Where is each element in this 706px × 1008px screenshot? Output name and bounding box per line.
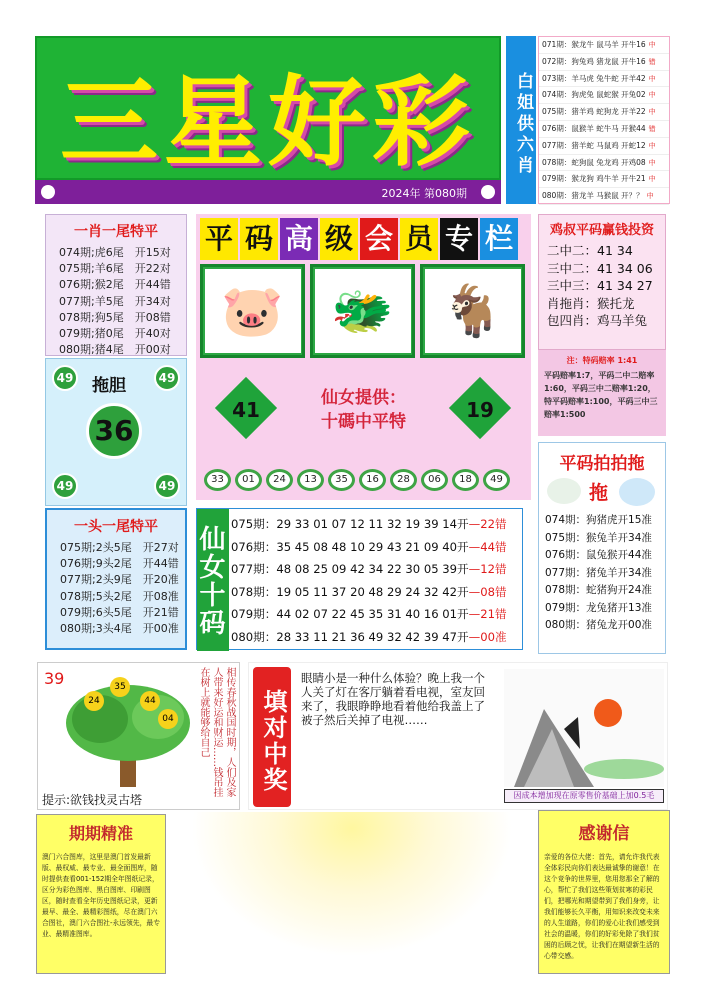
history-row: [539, 155, 669, 172]
yixiao-row: 079期;猪0尾 开40对: [59, 326, 171, 340]
kaizhong-text: 076期：35 45 08 48 10 29 43 21 09 40开: [231, 539, 469, 554]
paipaituo-row: 075期：猴兔羊开34准: [545, 531, 652, 544]
kaizhong-result: —44错: [468, 539, 507, 554]
history-mark: 中: [648, 74, 656, 83]
price-note: 因成本增加现在原零售价基础上加0.5毛: [504, 789, 664, 803]
jishu-row: 二中二：41 34: [547, 243, 633, 258]
dot-icon: [41, 185, 55, 199]
zodiac-pictures: [200, 264, 525, 364]
history-mark: 中: [648, 108, 656, 117]
jishu-panel: [538, 214, 666, 350]
history-row: [539, 188, 669, 205]
issue-label: 2024年 第080期: [381, 187, 467, 200]
coin: 44: [140, 691, 160, 711]
kaizhong-row: [231, 581, 507, 604]
side-label: 白姐供六肖: [506, 36, 536, 204]
coin: 35: [110, 677, 130, 697]
history-text: 077期：猪羊蛇 马鼠鸡 开蛇12: [542, 140, 646, 150]
odds-title: 注：特码赔率 1:41: [566, 356, 638, 365]
kaizhong-result: —08错: [468, 584, 507, 599]
tree-hint: 提示:欲钱找灵古塔: [42, 793, 143, 807]
history-mark: 中: [648, 91, 656, 100]
cow-icon: [547, 478, 581, 504]
dot-icon: [481, 185, 495, 199]
number-ball: 13: [297, 469, 324, 491]
jishu-row: 三中二：41 34 06: [547, 260, 653, 276]
corner-ball: 49: [52, 473, 78, 499]
history-text: 078期：蛇狗鼠 兔龙鸡 开鸡08: [542, 157, 646, 167]
paipaituo-row: 079期：龙兔猪开13准: [545, 601, 652, 614]
qiqi-text: 澳门六合图库，这里是澳门首发最新版、最权威、最专业、最全面图库，随时提供查看001-152期全年图纸记录，区分为彩色图库、黑白图库、印刷图区，随时查看全年历史图纸记录，更新最早、最全、最精彩图纸，尽在澳门六合图社，澳门六合图社-永远领先，最专业、最精准图库。: [42, 853, 160, 938]
yitou-row: 075期;2头5尾 开27对: [60, 541, 179, 554]
coin: 04: [158, 709, 178, 729]
kaizhong-result: —21错: [468, 607, 507, 621]
page-title: 三星好彩: [59, 66, 476, 180]
history-row: [539, 54, 669, 71]
kaizhong-text: 079期：44 02 07 22 45 35 31 40 16 01开: [231, 607, 469, 621]
history-text: 080期：猪龙羊 马猴鼠 开？？: [542, 191, 644, 201]
jishu-row: 包四肖：鸡马羊兔: [547, 313, 648, 328]
paipaituo-title: 平码拍拍拖: [559, 454, 645, 474]
jishu-row: 肖拖肖：猴托龙: [547, 295, 635, 311]
history-row: [539, 37, 669, 54]
yitou-row: 080期;3头4尾 开00准: [60, 621, 179, 635]
right-number: 19: [466, 398, 494, 422]
glow-background: [170, 812, 534, 974]
title-char: 员: [400, 218, 438, 260]
paipaituo-row: 077期：猪兔羊开34准: [545, 566, 652, 579]
kaizhong-result: —00准: [468, 629, 507, 644]
qiqi-panel: [36, 814, 166, 974]
history-text: 079期：猴龙狗 鸡牛羊 开牛21: [542, 174, 646, 184]
paipaituo-sub: 拖: [589, 482, 609, 504]
odds-text: 平码赔率1:7，平码二中二赔率1:60，平码三中二赔率1:20，特平码赔率1:100，平码三中三赔率1:500: [544, 371, 658, 419]
history-text: 075期：猪羊鸡 蛇狗龙 开羊22: [542, 107, 646, 117]
history-mark: 中: [648, 175, 656, 184]
goat-icon: 🐐: [425, 269, 521, 353]
jishu-row: 三中三：41 34 27: [547, 278, 653, 293]
kaizhong-row: [231, 536, 507, 559]
fairy-line: 仙女提供：: [321, 388, 406, 408]
history-text: 071期：猴龙牛 鼠马羊 开牛16: [542, 40, 646, 49]
history-mark: 错: [648, 57, 656, 66]
yixiao-row: 076期;猴2尾 开44错: [59, 278, 171, 292]
history-mark: 中: [648, 141, 656, 150]
yitou-row: 078期;5头2尾 开08准: [60, 589, 179, 603]
yitou-panel: [45, 508, 187, 650]
yixiao-row: 075期;羊6尾 开22对: [59, 262, 171, 276]
fairy-text: [281, 386, 446, 434]
yitou-row: 079期;6头5尾 开21错: [60, 605, 179, 619]
number-ball: 06: [421, 469, 448, 491]
corner-ball: 49: [154, 365, 180, 391]
history-mark: 中: [648, 158, 656, 167]
kaizhong-result: —12错: [468, 562, 507, 576]
story-badge: 填对中奖: [253, 667, 291, 807]
ten-numbers: [204, 469, 510, 491]
tuodan-label: 拖胆: [92, 376, 126, 396]
issue-bar: [35, 180, 501, 204]
history-mark: 中: [648, 41, 656, 49]
yixiao-row: 074期;虎6尾 开15对: [59, 246, 171, 259]
history-row: [539, 138, 669, 155]
pig-icon: 🐷: [205, 269, 301, 353]
history-row: [539, 121, 669, 138]
paipaituo-panel: [538, 442, 666, 654]
kaizhong-text: 077期：48 08 25 09 42 34 22 30 05 39开: [231, 562, 469, 576]
history-text: 074期：狗虎兔 鼠蛇猴 开兔02: [542, 90, 646, 100]
title-char: 高: [280, 218, 318, 260]
fairy-line: 十碼中平特: [321, 412, 406, 432]
coin: 24: [84, 691, 104, 711]
fairy-area: [196, 364, 531, 450]
history-text: 073期：羊马虎 兔牛蛇 开羊42: [542, 73, 646, 83]
story-text: 眼睛小是一种什么体验？晚上我一个人关了灯在客厅躺着看电视，室友回来了，我眼睁睁地看着他给我盖上了被子然后关掉了电视……: [301, 671, 485, 727]
kaizhong-result: —22错: [468, 517, 507, 531]
tree-legend: 相传春秋战国时期，人们及家人带来好运和财运……钱吊挂在树上就能够给自己: [198, 667, 235, 797]
ganxie-text: 亲爱的各位大佬：首先，请允许我代表全体彩民向你们表达最诚挚的谢意！在这个竞争的世界里，您用您那全了解的心，帮忙了我们这些策划贫寒的彩民们，把哪光和期望带到了我们身旁，让我们能够长久平衡，用知识来改变未来的人生道路，你们的爱心让我们感受到社会的温暖，你们的好彩免除了我们贫困的后顾之忧，让我们在期望新生活的心带交感。: [544, 853, 660, 960]
yixiao-row: 077期;羊5尾 开34对: [59, 294, 171, 308]
number-ball: 16: [359, 469, 386, 491]
number-ball: 18: [452, 469, 479, 491]
paipaituo-row: 078期：蛇猪狗开24准: [545, 584, 652, 596]
woodpecker-cartoon: [504, 669, 664, 787]
ganxie-panel: [538, 810, 670, 974]
kaizhong-text: 075期：29 33 01 07 12 11 32 19 39 14开: [231, 517, 469, 531]
member-title: [200, 218, 518, 262]
kaizhong-text: 080期：28 33 11 21 36 49 32 42 39 47开: [231, 629, 469, 644]
horse-icon: [619, 478, 655, 506]
story-panel: [248, 662, 668, 810]
history-row: [539, 87, 669, 104]
title-char: 会: [360, 218, 398, 260]
fairy-ten-panel: [196, 508, 523, 650]
yitou-title: 一头一尾特平: [74, 519, 158, 535]
qiqi-title: 期期精准: [68, 824, 133, 843]
title-banner: [35, 36, 501, 180]
jishu-title: 鸡叔平码赢钱投资: [549, 223, 654, 238]
yixiao-panel: [45, 214, 187, 356]
history-text: 076期：鼠猴羊 蛇牛马 开猴44: [542, 123, 646, 133]
history-mark: 错: [648, 124, 656, 133]
money-tree-panel: [37, 662, 240, 810]
yixiao-row: 080期;猪4尾 开00对: [59, 343, 171, 357]
dragon-icon: 🐲: [315, 269, 411, 353]
left-number: 41: [232, 398, 260, 422]
kaizhong-text: 078期：19 05 11 37 20 48 29 24 32 42开: [231, 584, 469, 599]
paipaituo-row: 080期：猪兔龙开00准: [545, 619, 652, 631]
yitou-row: 076期;9头2尾 开44错: [60, 557, 179, 571]
number-ball: 33: [204, 469, 231, 491]
history-row: [539, 104, 669, 121]
corner-ball: 49: [154, 473, 180, 499]
yixiao-row: 078期;狗5尾 开08错: [59, 310, 171, 324]
fairy-ten-label: 仙女十码: [197, 509, 229, 651]
kaizhong-row: [231, 626, 507, 649]
number-ball: 24: [266, 469, 293, 491]
odds-panel: [538, 350, 666, 436]
number-ball: 49: [483, 469, 510, 491]
history-list: [538, 36, 670, 204]
ganxie-title: 感谢信: [578, 824, 630, 844]
title-char: 级: [320, 218, 358, 260]
title-char: 码: [240, 218, 278, 260]
history-row: [539, 171, 669, 188]
yitou-row: 077期;2头9尾 开20准: [60, 573, 179, 587]
corner-ball: 49: [52, 365, 78, 391]
number-ball: 28: [390, 469, 417, 491]
tuodan-panel: [45, 358, 187, 506]
yixiao-title: 一肖一尾特平: [74, 224, 158, 240]
history-row: [539, 71, 669, 88]
member-panel: [196, 214, 531, 500]
title-char: 平: [200, 218, 238, 260]
kaizhong-row: [231, 558, 507, 581]
tree-number: 39: [44, 669, 65, 688]
center-ball: 36: [86, 403, 142, 459]
history-mark: 中: [646, 192, 654, 201]
number-ball: 01: [235, 469, 262, 491]
title-char: 专: [440, 218, 478, 260]
history-text: 072期：狗兔鸡 猪龙鼠 开牛16: [542, 56, 646, 66]
paipaituo-row: 076期：鼠兔猴开44准: [545, 549, 652, 561]
title-char: 栏: [480, 218, 518, 260]
kaizhong-row: [231, 513, 507, 536]
number-ball: 35: [328, 469, 355, 491]
paipaituo-row: 074期：狗猪虎开15准: [545, 514, 652, 526]
kaizhong-row: [231, 603, 507, 626]
